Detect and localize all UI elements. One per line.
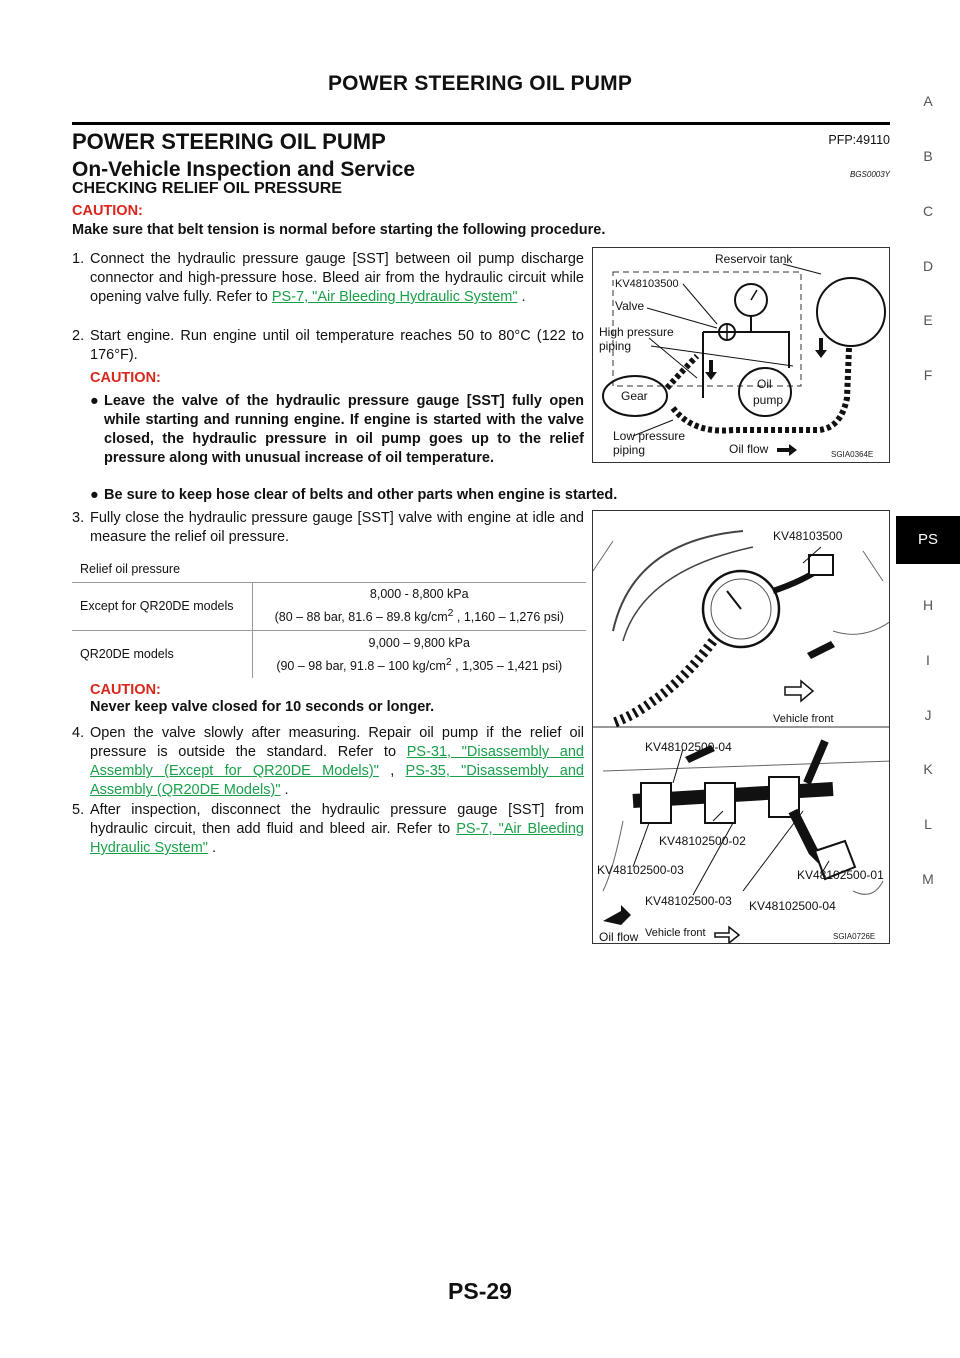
row-label: Except for QR20DE models (72, 582, 252, 630)
label-kv48102500-02: KV48102500-02 (659, 834, 746, 848)
label-tool: KV48103500 (773, 529, 843, 543)
value-line-2: (90 – 98 bar, 91.8 – 100 $kg/cm^2$ , 1,305 – 1,421 psi) (276, 656, 563, 673)
step-text: Fully close the hydraulic pressure gauge [SST] valve with engine at idle and measure the relief oil pressure. (90, 510, 584, 545)
caution-block-1 (72, 203, 606, 240)
label-tool: KV48103500 (615, 278, 679, 290)
side-tab-m[interactable]: M (922, 871, 934, 887)
label-kv48102500-04: KV48102500-04 (645, 740, 732, 754)
side-tab-i[interactable]: I (926, 652, 930, 668)
label-kv48102500-03-b: KV48102500-03 (645, 894, 732, 908)
label-low-pressure: Low pressure (613, 429, 686, 443)
page-number: PS-29 (448, 1278, 512, 1304)
side-tab-d[interactable]: D (922, 258, 934, 274)
figure-installation-illustration (592, 510, 890, 944)
step-4 (72, 724, 584, 800)
topic-title: CHECKING RELIEF OIL PRESSURE (72, 180, 342, 197)
label-high-pressure: High pressure (599, 325, 674, 339)
step-text-mid: , (378, 763, 406, 779)
subsection-code: BGS0003Y (849, 170, 890, 179)
caution-label: CAUTION: (72, 203, 143, 219)
caution-block-3 (90, 682, 434, 717)
table-header: Relief oil pressure (72, 556, 586, 582)
bullet-item-1 (90, 392, 584, 468)
step-text: After inspection, disconnect the hydraulic pressure gauge [SST] from hydraulic circuit, then add fluid and bleed air. Refer to (90, 802, 584, 837)
side-tab-k[interactable]: K (923, 761, 933, 777)
step-number: 5. (72, 802, 85, 818)
side-tab-j[interactable]: J (924, 707, 932, 723)
bullet-icon: ● (90, 487, 99, 503)
caution-label-2: CAUTION: (90, 370, 161, 386)
bullet-text: Leave the valve of the hydraulic pressure gauge [SST] fully open while starting and running engine. If engine is started with the valve closed, the hydraulic pressure in oil pump goes up to the relief pressure along with unusual increase of oil temperature. (104, 393, 584, 466)
label-kv48102500-04-b: KV48102500-04 (749, 899, 836, 913)
table-header-row (72, 556, 586, 582)
section-title: POWER STEERING OIL PUMP (72, 129, 386, 154)
side-tab-l[interactable]: L (924, 816, 932, 832)
label-oil-flow: Oil flow (599, 930, 639, 944)
row-label: QR20DE models (72, 630, 252, 678)
side-tab-h[interactable]: H (922, 597, 934, 613)
value-line-2: (80 – 88 bar, 81.6 – 89.8 $kg/cm^2$ , 1,160 – 1,276 psi) (274, 608, 564, 625)
side-tab-e[interactable]: E (923, 312, 933, 328)
label-oil-pump: Oil (757, 377, 772, 391)
label-high-pressure-2: piping (599, 339, 632, 353)
ref-link-disassembly-qr20de[interactable]: PS-35, "Disassembly and Assembly (QR20DE Models)" (90, 763, 584, 798)
caution-label: CAUTION: (90, 682, 161, 698)
step-text-end: . (517, 289, 526, 305)
row-value (252, 582, 586, 630)
step-1 (72, 250, 584, 307)
step-2 (72, 327, 584, 365)
side-tab-ps[interactable]: PS (896, 516, 960, 564)
label-vehicle-front-bottom: Vehicle front (645, 927, 706, 939)
subsection-title: On-Vehicle Inspection and Service (72, 158, 416, 181)
caution-text: Never keep valve closed for 10 seconds or longer. (90, 699, 435, 715)
label-kv48102500-01: KV48102500-01 (797, 868, 884, 882)
step-text-end: . (207, 840, 217, 856)
table-row (72, 630, 586, 678)
value-line-1: 8,000 - 8,800 kPa (369, 587, 469, 602)
step-number: 3. (72, 510, 85, 526)
side-tab-c[interactable]: C (922, 203, 934, 219)
value-line-1: 9,000 – 9,800 kPa (368, 635, 470, 650)
step-text: Connect the hydraulic pressure gauge [SST] between oil pump discharge connector and high-pressure hose. Bleed air from the hydraulic circuit while opening valve fully. Refer to (90, 251, 584, 305)
label-low-pressure-2: piping (613, 443, 646, 457)
step-number: 4. (72, 725, 85, 741)
relief-pressure-table (72, 556, 586, 678)
label-kv48102500-03: KV48102500-03 (597, 863, 684, 877)
label-oil-flow: Oil flow (729, 442, 769, 456)
step-3 (72, 509, 584, 547)
bullet-item-2 (90, 486, 830, 505)
label-valve: Valve (615, 299, 645, 313)
step-number: 2. (72, 328, 85, 344)
ref-link-disassembly-except-qr20de[interactable]: PS-31, "Disassembly and Assembly (Except for QR20DE Models)" (90, 744, 584, 779)
ref-link-air-bleeding[interactable]: PS-7, "Air Bleeding Hydraulic System" (271, 289, 518, 305)
label-gear: Gear (621, 389, 648, 403)
step-text: Open the valve slowly after measuring. Repair oil pump if the relief oil pressure is outside the standard. Refer to (90, 725, 584, 760)
step-number: 1. (72, 251, 85, 267)
step-text-end: . (280, 782, 289, 798)
header-rule (72, 122, 890, 125)
label-vehicle-front-top: Vehicle front (773, 713, 834, 725)
pfp-code: PFP:49110 (828, 133, 890, 147)
step-text: Start engine. Run engine until oil temperature reaches 50 to 80°C (122 to 176°F). (90, 328, 584, 363)
caution-text: Make sure that belt tension is normal before starting the following procedure. (72, 222, 606, 238)
ref-link-air-bleeding-2[interactable]: PS-7, "Air Bleeding Hydraulic System" (90, 821, 584, 856)
side-tab-f[interactable]: F (923, 367, 933, 383)
step-5 (72, 801, 584, 858)
label-reservoir-tank: Reservoir tank (715, 252, 793, 266)
row-value (252, 630, 586, 678)
bullet-icon: ● (90, 393, 99, 409)
bullet-text: Be sure to keep hose clear of belts and other parts when engine is started. (104, 487, 618, 503)
table-row (72, 582, 586, 630)
side-tab-b[interactable]: B (923, 148, 933, 164)
side-tab-a[interactable]: A (923, 93, 933, 109)
figure-code: SGIA0364E (831, 450, 874, 459)
label-oil-pump-2: pump (753, 393, 784, 407)
figure-hydraulic-schematic (592, 247, 890, 463)
running-header: POWER STEERING OIL PUMP (327, 72, 633, 95)
figure-code: SGIA0726E (833, 932, 876, 941)
